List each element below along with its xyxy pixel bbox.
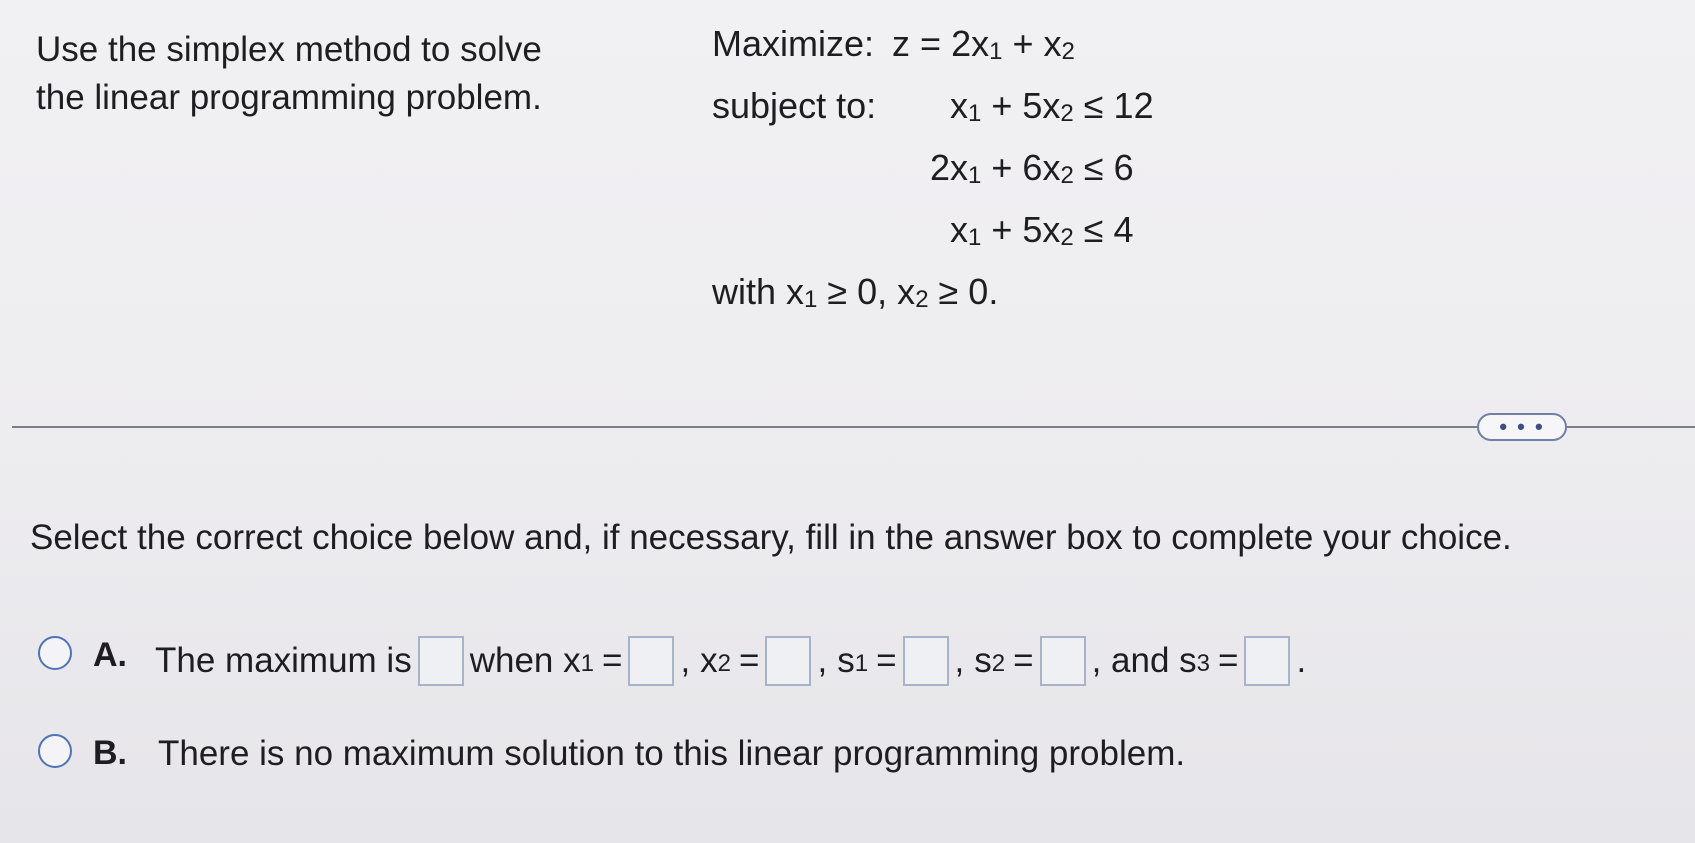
maximize-label: Maximize: (712, 23, 875, 64)
objective-row (712, 23, 1075, 65)
section-divider-right (1565, 426, 1695, 428)
choice-a-text: The maximum is when x $_1$ = , x $_2$ = , s $_1$ = , s $_2$ = , and s $_3$ = . (155, 636, 1306, 686)
choice-b-letter: B. (93, 734, 127, 772)
objective-function: $z = 2x_1 + x_2$ (892, 23, 1075, 65)
constraint-3: $x_1 + 5x_2 \le 4$ (950, 209, 1134, 251)
s3-answer-box[interactable] (1244, 636, 1290, 686)
max-answer-box[interactable] (418, 636, 464, 686)
x1-answer-box[interactable] (628, 636, 674, 686)
subject-to-label: subject to: (712, 85, 877, 126)
s2-answer-box[interactable] (1040, 636, 1086, 686)
x2-answer-box[interactable] (765, 636, 811, 686)
problem-intro (36, 26, 542, 122)
intro-line-1: Use the simplex method to solve (36, 30, 542, 69)
nonnegativity-constraint: with $x_1 \ge 0$, $x_2 \ge 0$. (712, 271, 999, 313)
constraint-1: $x_1 + 5x_2 \le 12$ (950, 85, 1154, 127)
more-options-button[interactable] (1477, 413, 1567, 441)
choice-b-text: There is no maximum solution to this linear programming problem. (158, 734, 1186, 773)
constraint-2: $2x_1 + 6x_2 \le 6$ (930, 147, 1134, 189)
s1-answer-box[interactable] (903, 636, 949, 686)
ellipsis-icon: • • • (1499, 414, 1545, 439)
intro-line-2: the linear programming problem. (36, 78, 542, 117)
section-divider (12, 426, 1487, 428)
instruction-text: Select the correct choice below and, if necessary, fill in the answer box to complete your choice. (30, 518, 1512, 557)
choice-a-letter: A. (93, 636, 127, 674)
choice-a-radio[interactable] (38, 636, 72, 670)
choice-b-radio[interactable] (38, 734, 72, 768)
